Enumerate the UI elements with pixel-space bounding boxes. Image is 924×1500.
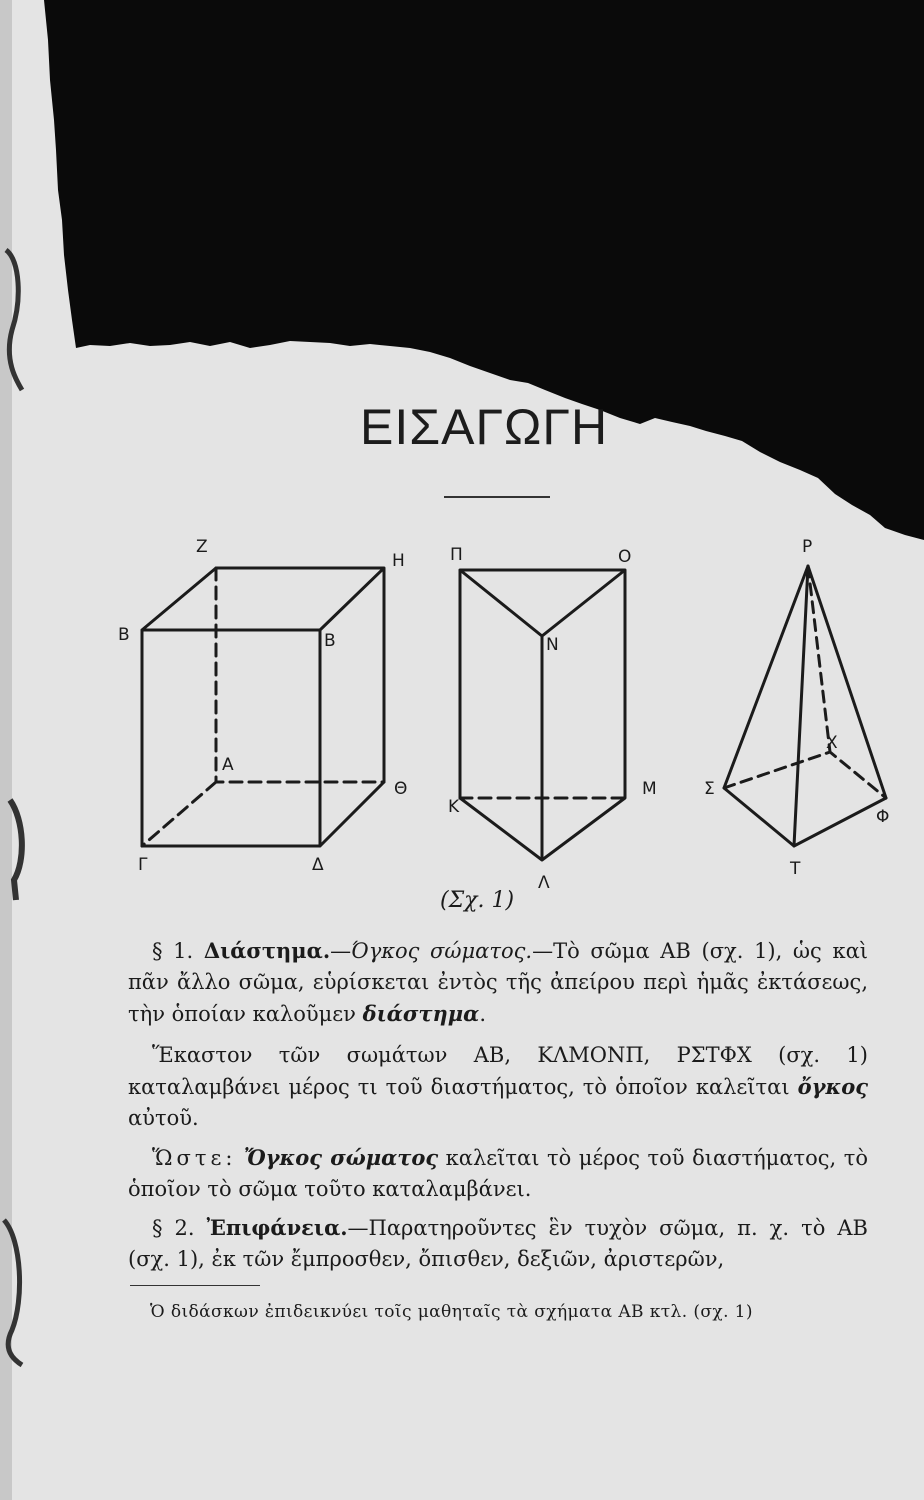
- label-S: Σ: [704, 779, 715, 799]
- figure-caption: (Σχ. 1): [440, 888, 515, 913]
- label-A: Α: [222, 755, 234, 775]
- section-1-text: —Τὸ σῶμα ΑΒ (σχ. 1), ὡς καὶ πᾶν ἄλλο σῶμα, εὑρίσκεται ἐντὸς τῆς ἀπείρου περὶ ἡμᾶς ἐκτάσεως, τὴν ὁποίαν καλοῦμεν: [128, 939, 868, 1026]
- label-K: Κ: [448, 797, 460, 817]
- page-title: ΕΙΣΑΓΩΓΗ: [360, 399, 609, 455]
- section-2-text: —Παρατηροῦντες ἓν τυχὸν σῶμα, π. χ. τὸ ΑΒ (σχ. 1), ἐκ τῶν ἔμπροσθεν, ὄπισθεν, δεξιῶν, ἀριστερῶν,: [128, 1216, 868, 1271]
- label-Th: Θ: [394, 779, 408, 799]
- label-H: Η: [392, 551, 405, 571]
- paragraph-3-text: καλεῖται τὸ μέρος τοῦ διαστήματος, τὸ ὁποῖον τὸ σῶμα τοῦτο καταλαμβάνει.: [128, 1146, 868, 1201]
- paragraph-3-term: Ὄγκος σώματος: [243, 1145, 439, 1170]
- label-B2: Β: [324, 631, 336, 651]
- label-R: Ρ: [802, 537, 813, 557]
- paragraph-3-lead: Ὥστε:: [152, 1146, 237, 1170]
- label-L: Λ: [538, 873, 550, 893]
- binding-holes: [0, 0, 60, 1500]
- torn-paper-edge: [0, 0, 924, 560]
- triangular-prism-edges: [460, 570, 625, 860]
- section-1-number: § 1.: [152, 939, 194, 963]
- label-P: Π: [450, 545, 463, 565]
- label-B1: Β: [118, 625, 130, 645]
- pyramid-edges: [724, 566, 886, 846]
- footnote: Ὁ διδάσκων ἐπιδεικνύει τοῖς μαθηταῖς τὰ σχήματα ΑΒ κτλ. (σχ. 1): [150, 1302, 753, 1322]
- paragraph-2-end: αὐτοῦ.: [128, 1106, 199, 1130]
- title-underline: [444, 496, 550, 498]
- paragraph-2: [128, 1040, 868, 1134]
- label-O: Ο: [618, 547, 632, 567]
- label-T: Τ: [790, 859, 801, 879]
- label-X: Χ: [826, 733, 838, 753]
- label-N: Ν: [546, 635, 559, 655]
- label-Z: Ζ: [196, 537, 208, 557]
- section-2-number: § 2.: [152, 1216, 195, 1240]
- footnote-rule: [130, 1285, 260, 1286]
- section-1-subheading: Όγκος σώματος.: [351, 939, 533, 963]
- prism-hidden-edges: [142, 568, 384, 846]
- label-G: Γ: [138, 855, 148, 875]
- label-M: Μ: [642, 779, 657, 799]
- prism-edges: [142, 568, 384, 846]
- section-2-heading: Ἐπιφάνεια.: [206, 1215, 348, 1240]
- section-2: [128, 1212, 868, 1275]
- section-1-term: διάστημα: [362, 1001, 480, 1026]
- section-1: [128, 935, 868, 1030]
- label-D: Δ: [312, 855, 324, 875]
- label-F: Φ: [876, 807, 890, 827]
- geometry-figure: [110, 530, 910, 900]
- section-1-dash: —: [330, 939, 352, 963]
- section-1-heading: Διάστημα.: [203, 938, 331, 963]
- paragraph-2-term: ὄγκος: [797, 1074, 868, 1099]
- paragraph-2-text: Ἕκαστον τῶν σωμάτων ΑΒ, ΚΛΜΟΝΠ, ΡΣΤΦΧ (σχ. 1) καταλαμβάνει μέρος τι τοῦ διαστήματος, τὸ ὁποῖον καλεῖται: [128, 1043, 868, 1099]
- section-1-end: .: [479, 1002, 487, 1026]
- paragraph-3: [128, 1142, 868, 1205]
